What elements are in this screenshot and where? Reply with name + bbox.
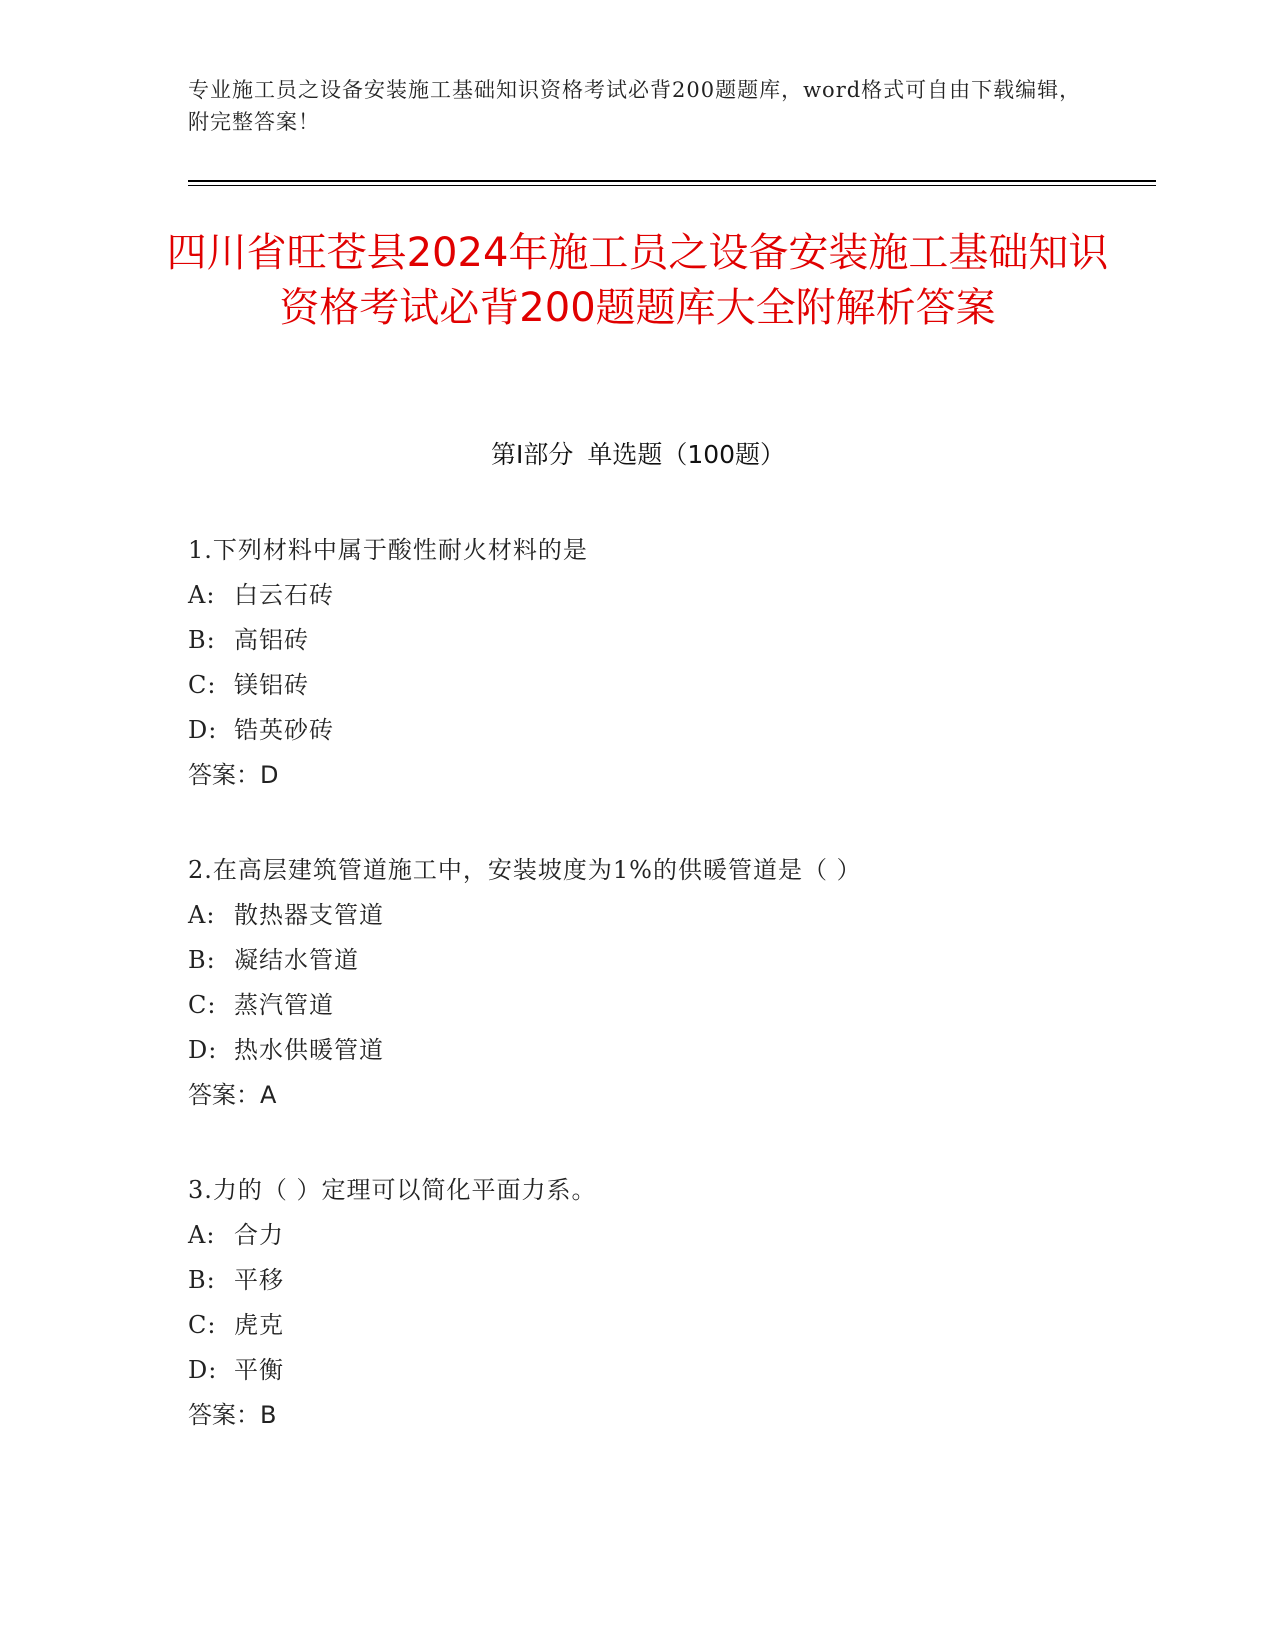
option-text: 镁铝砖	[234, 671, 309, 699]
question-block	[188, 848, 1088, 1118]
option-text: 虎克	[234, 1311, 284, 1339]
section-name: 单选题（100题）	[587, 440, 786, 469]
option-b	[188, 1258, 1088, 1303]
question-block	[188, 1168, 1088, 1438]
option-key: B:	[188, 1266, 216, 1294]
answer-label: 答案：	[188, 1401, 260, 1429]
option-a	[188, 573, 1088, 618]
answer-label: 答案：	[188, 1081, 260, 1109]
option-b	[188, 938, 1088, 983]
option-c	[188, 1303, 1088, 1348]
option-key: D:	[188, 716, 218, 744]
option-c	[188, 983, 1088, 1028]
option-a	[188, 893, 1088, 938]
option-d	[188, 708, 1088, 753]
option-key: A:	[188, 581, 216, 609]
section-part: 第Ⅰ部分	[490, 440, 574, 469]
option-d	[188, 1348, 1088, 1393]
option-key: D:	[188, 1356, 218, 1384]
answer-label: 答案：	[188, 761, 260, 789]
header-note: 专业施工员之设备安装施工基础知识资格考试必背200题题库，word格式可自由下载编辑，附完整答案！	[188, 78, 1082, 134]
option-b	[188, 618, 1088, 663]
answer-value: A	[260, 1081, 277, 1109]
answer-line	[188, 1393, 1088, 1438]
option-text: 热水供暖管道	[234, 1036, 384, 1064]
option-text: 平移	[234, 1266, 284, 1294]
option-text: 散热器支管道	[234, 901, 384, 929]
section-heading	[188, 438, 1088, 472]
option-text: 合力	[234, 1221, 284, 1249]
question-stem: 2.在高层建筑管道施工中，安装坡度为1%的供暖管道是（ ）	[188, 856, 862, 884]
option-text: 凝结水管道	[234, 946, 359, 974]
option-key: A:	[188, 901, 216, 929]
option-key: A:	[188, 1221, 216, 1249]
header-rule-thick	[188, 180, 1156, 182]
option-text: 蒸汽管道	[234, 991, 334, 1019]
answer-value: B	[260, 1401, 277, 1429]
option-key: C:	[188, 991, 217, 1019]
question-stem: 3.力的（ ）定理可以简化平面力系。	[188, 1176, 597, 1204]
option-text: 平衡	[234, 1356, 284, 1384]
option-d	[188, 1028, 1088, 1073]
answer-line	[188, 1073, 1088, 1118]
option-a	[188, 1213, 1088, 1258]
header-rule-thin	[188, 185, 1156, 186]
option-c	[188, 663, 1088, 708]
question-stem: 1.下列材料中属于酸性耐火材料的是	[188, 536, 588, 564]
answer-value: D	[260, 761, 279, 789]
option-key: C:	[188, 671, 217, 699]
document-title: 四川省旺苍县2024年施工员之设备安装施工基础知识资格考试必背200题题库大全附解析答案	[166, 230, 1109, 331]
option-key: D:	[188, 1036, 218, 1064]
option-text: 白云石砖	[234, 581, 334, 609]
answer-line	[188, 753, 1088, 798]
option-key: C:	[188, 1311, 217, 1339]
option-key: B:	[188, 626, 216, 654]
option-text: 高铝砖	[234, 626, 309, 654]
option-text: 锆英砂砖	[234, 716, 334, 744]
option-key: B:	[188, 946, 216, 974]
question-block	[188, 528, 1088, 798]
